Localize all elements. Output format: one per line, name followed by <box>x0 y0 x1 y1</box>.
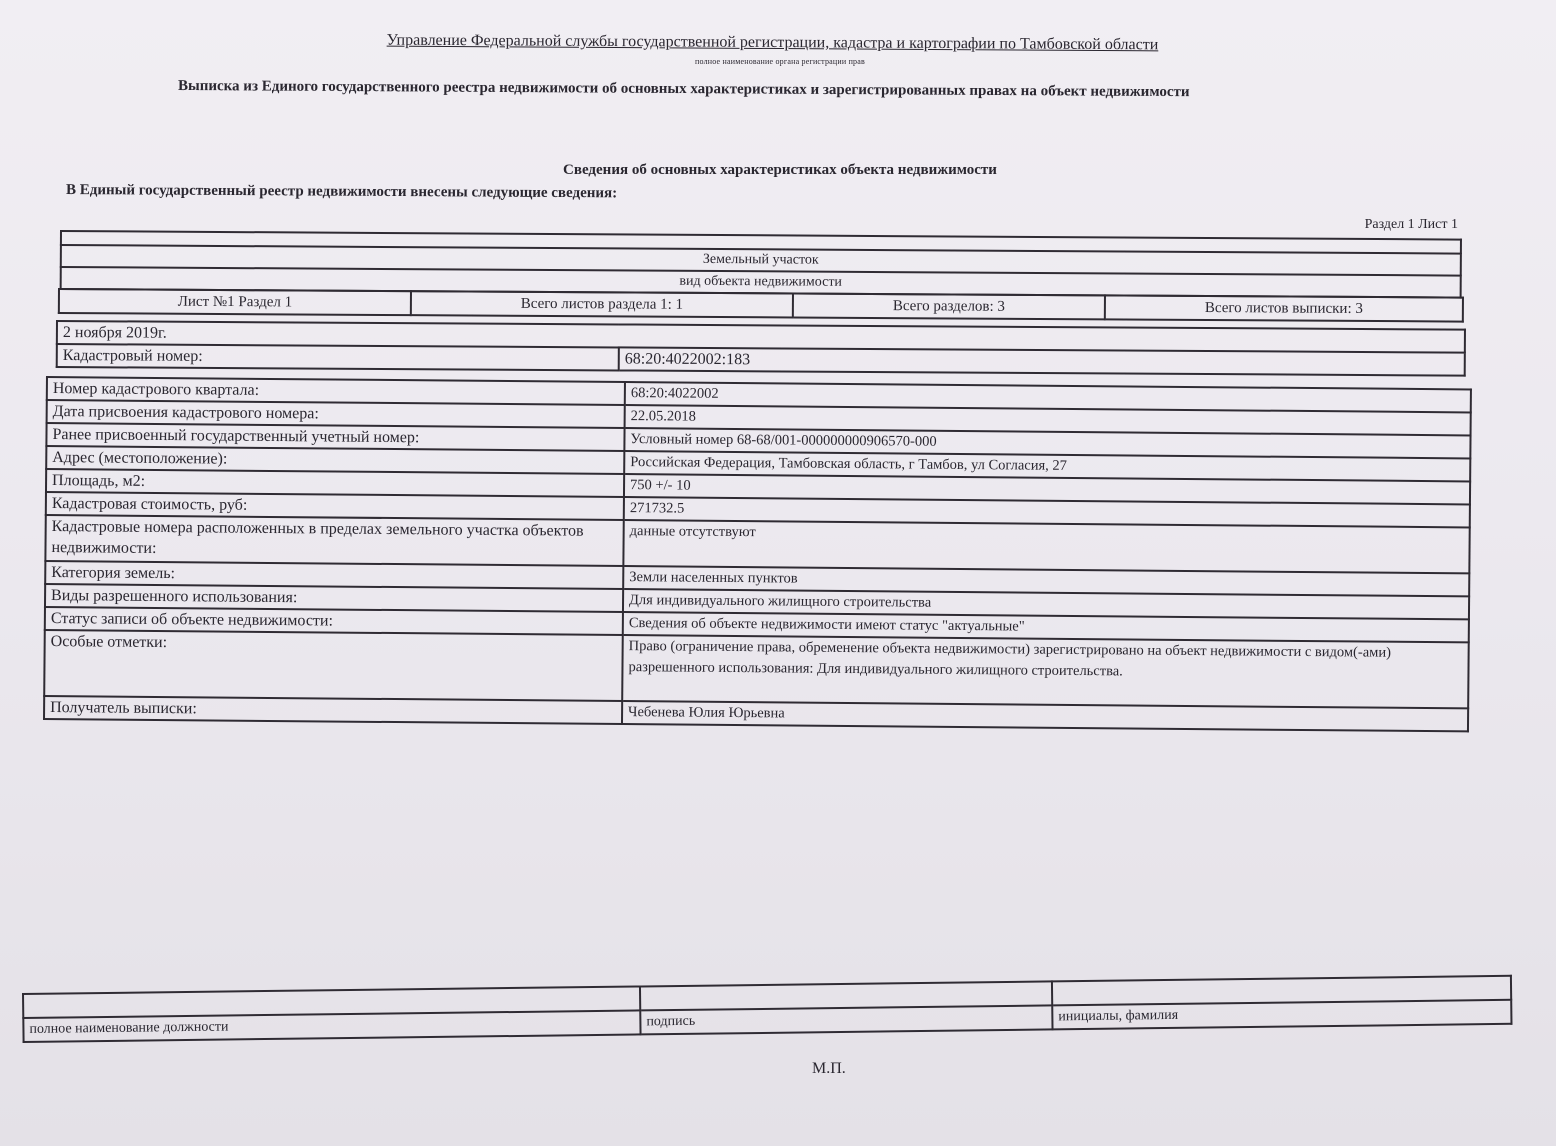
sheets-in-section-cell: Всего листов раздела 1: 1 <box>411 291 793 317</box>
extract-title: Выписка из Единого государственного реестра недвижимости об основных характеристиках и зарегистрированных правах на объект недвижимости <box>177 78 1190 101</box>
row-label: Адрес (местоположение): <box>46 446 624 474</box>
sheets-total-cell: Всего листов выписки: 3 <box>1105 295 1463 321</box>
row-label: Статус записи об объекте недвижимости: <box>45 607 623 635</box>
stamp-place: М.П. <box>812 1060 846 1077</box>
row-label: Кадастровая стоимость, руб: <box>46 492 624 520</box>
row-value: 22.05.2018 <box>625 405 1471 435</box>
extract-date: 2 ноября 2019г. <box>57 321 1465 353</box>
section-sheet-label: Раздел 1 Лист 1 <box>1364 217 1458 232</box>
row-value: 68:20:4022002 <box>625 382 1471 412</box>
characteristics-table <box>43 376 1472 732</box>
object-kind-table <box>60 230 1462 299</box>
row-value: Право (ограничение права, обременение объекта недвижимости) зарегистрировано на объект недвижимости с видом(-ами) разрешенного использования: Для индивидуального жилищного строительства. <box>622 635 1469 708</box>
object-kind-value: Земельный участок <box>61 245 1461 276</box>
name-caption: инициалы, фамилия <box>1052 1000 1511 1030</box>
row-label: Категория земель: <box>45 561 623 589</box>
row-value: Земли населенных пунктов <box>623 566 1469 596</box>
date-table <box>56 320 1466 377</box>
signature-caption: подпись <box>640 1005 1052 1034</box>
row-label: Ранее присвоенный государственный учетный номер: <box>46 423 624 451</box>
cadastral-number-label: Кадастровый номер: <box>57 344 619 370</box>
row-value: Условный номер 68-68/001-000000000906570-000 <box>624 428 1470 458</box>
row-label: Дата присвоения кадастрового номера: <box>47 400 625 428</box>
position-caption: полное наименование должности <box>23 1010 640 1042</box>
row-label: Получатель выписки: <box>44 696 622 724</box>
row-label: Кадастровые номера расположенных в пределах земельного участка объектов недвижимости: <box>45 515 623 566</box>
signature-table <box>22 975 1512 1043</box>
table-row <box>44 630 1469 708</box>
object-kind-caption: вид объекта недвижимости <box>61 267 1461 298</box>
row-value: Российская Федерация, Тамбовская область, г Тамбов, ул Согласия, 27 <box>624 451 1470 481</box>
sheet-section-cell: Лист №1 Раздел 1 <box>59 289 411 315</box>
row-value: данные отсутствуют <box>623 520 1469 573</box>
row-value: Для индивидуального жилищного строительства <box>623 589 1469 619</box>
row-label: Номер кадастрового квартала: <box>47 377 625 405</box>
row-label: Площадь, м2: <box>46 469 624 497</box>
row-value: Сведения об объекте недвижимости имеют статус "актуальные" <box>623 612 1469 642</box>
cadastral-number-value: 68:20:4022002:183 <box>619 347 1465 375</box>
authority-name: Управление Федеральной службы государственной регистрации, кадастра и картографии по Тамбовской области <box>386 31 1159 54</box>
row-label: Виды разрешенного использования: <box>45 584 623 612</box>
section-title: Сведения об основных характеристиках объекта недвижимости <box>563 162 997 178</box>
row-value: Чебенева Юлия Юрьевна <box>622 701 1468 731</box>
intro-text: В Единый государственный реестр недвижимости внесены следующие сведения: <box>65 182 618 202</box>
row-label: Особые отметки: <box>44 630 623 701</box>
sections-total-cell: Всего разделов: 3 <box>793 293 1105 319</box>
row-value: 271732.5 <box>624 497 1470 527</box>
row-value: 750 +/- 10 <box>624 474 1470 504</box>
authority-caption: полное наименование органа регистрации прав <box>695 57 865 66</box>
